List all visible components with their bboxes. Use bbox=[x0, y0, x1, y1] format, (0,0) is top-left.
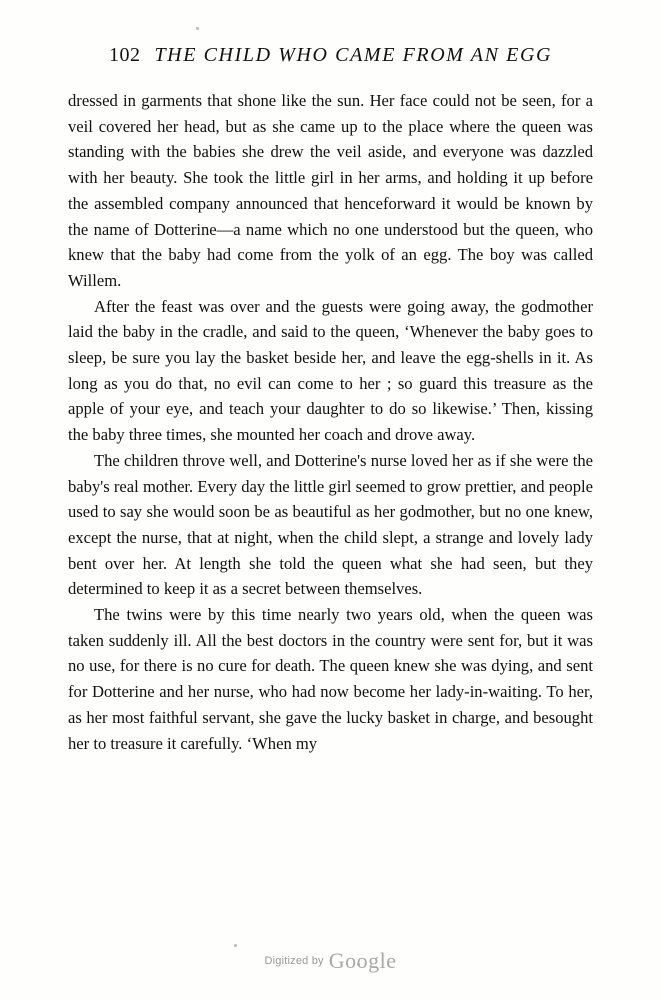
paper-speck bbox=[234, 944, 237, 947]
paragraph: The children throve well, and Dotterine's nurse loved her as if she were the baby's real mother. Every day the little girl seemed to grow prettier, and people used to say she would soon be as beautiful as her godmother, but no one knew, except the nurse, that at night, when the child slept, a strange and lovely lady bent over her. At length she told the queen what she had seen, but they determined to keep it as a secret between themselves. bbox=[68, 450, 593, 599]
page-body bbox=[68, 88, 593, 756]
paragraph: After the feast was over and the guests were going away, the godmother laid the baby in the cradle, and said to the queen, ‘Whenever the baby goes to sleep, be sure you lay the basket beside her, and leave the egg-shells in it. As long as you do that, no evil can come to her ; so guard this treasure as the apple of your eye, and teach your daughter to do so likewise.’ Then, kissing the baby three times, she mounted her coach and drove away. bbox=[68, 296, 593, 445]
paper-speck bbox=[196, 27, 199, 30]
paragraph: The twins were by this time nearly two years old, when the queen was taken suddenly ill. All the best doctors in the country were sent for, but it was no use, for there is no cure for death. The queen knew she was dying, and sent for Dotterine and her nurse, who had now become her lady-in-waiting. To her, as her most faithful servant, she gave the lucky basket in charge, and besought her to treasure it carefully. ‘When my bbox=[68, 605, 593, 753]
running-head-title: THE CHILD WHO CAME FROM AN EGG bbox=[154, 44, 553, 66]
page-number: 102 bbox=[108, 44, 141, 66]
running-header bbox=[0, 44, 661, 67]
digitized-by-label: Digitized by bbox=[264, 955, 324, 967]
google-wordmark: Google bbox=[328, 948, 397, 973]
scan-footer bbox=[0, 948, 661, 974]
paragraph: dressed in garments that shone like the sun. Her face could not be seen, for a veil covered her head, but as she came up to the place where the queen was standing with the babies she drew the veil aside, and everyone was dazzled with her beauty. She took the little girl in her arms, and holding it up before the assembled company announced that henceforward it would be known by the name of Dotterine—a name which no one understood but the queen, who knew that the baby had come from the yolk of an egg. The boy was called Willem. bbox=[68, 91, 593, 290]
